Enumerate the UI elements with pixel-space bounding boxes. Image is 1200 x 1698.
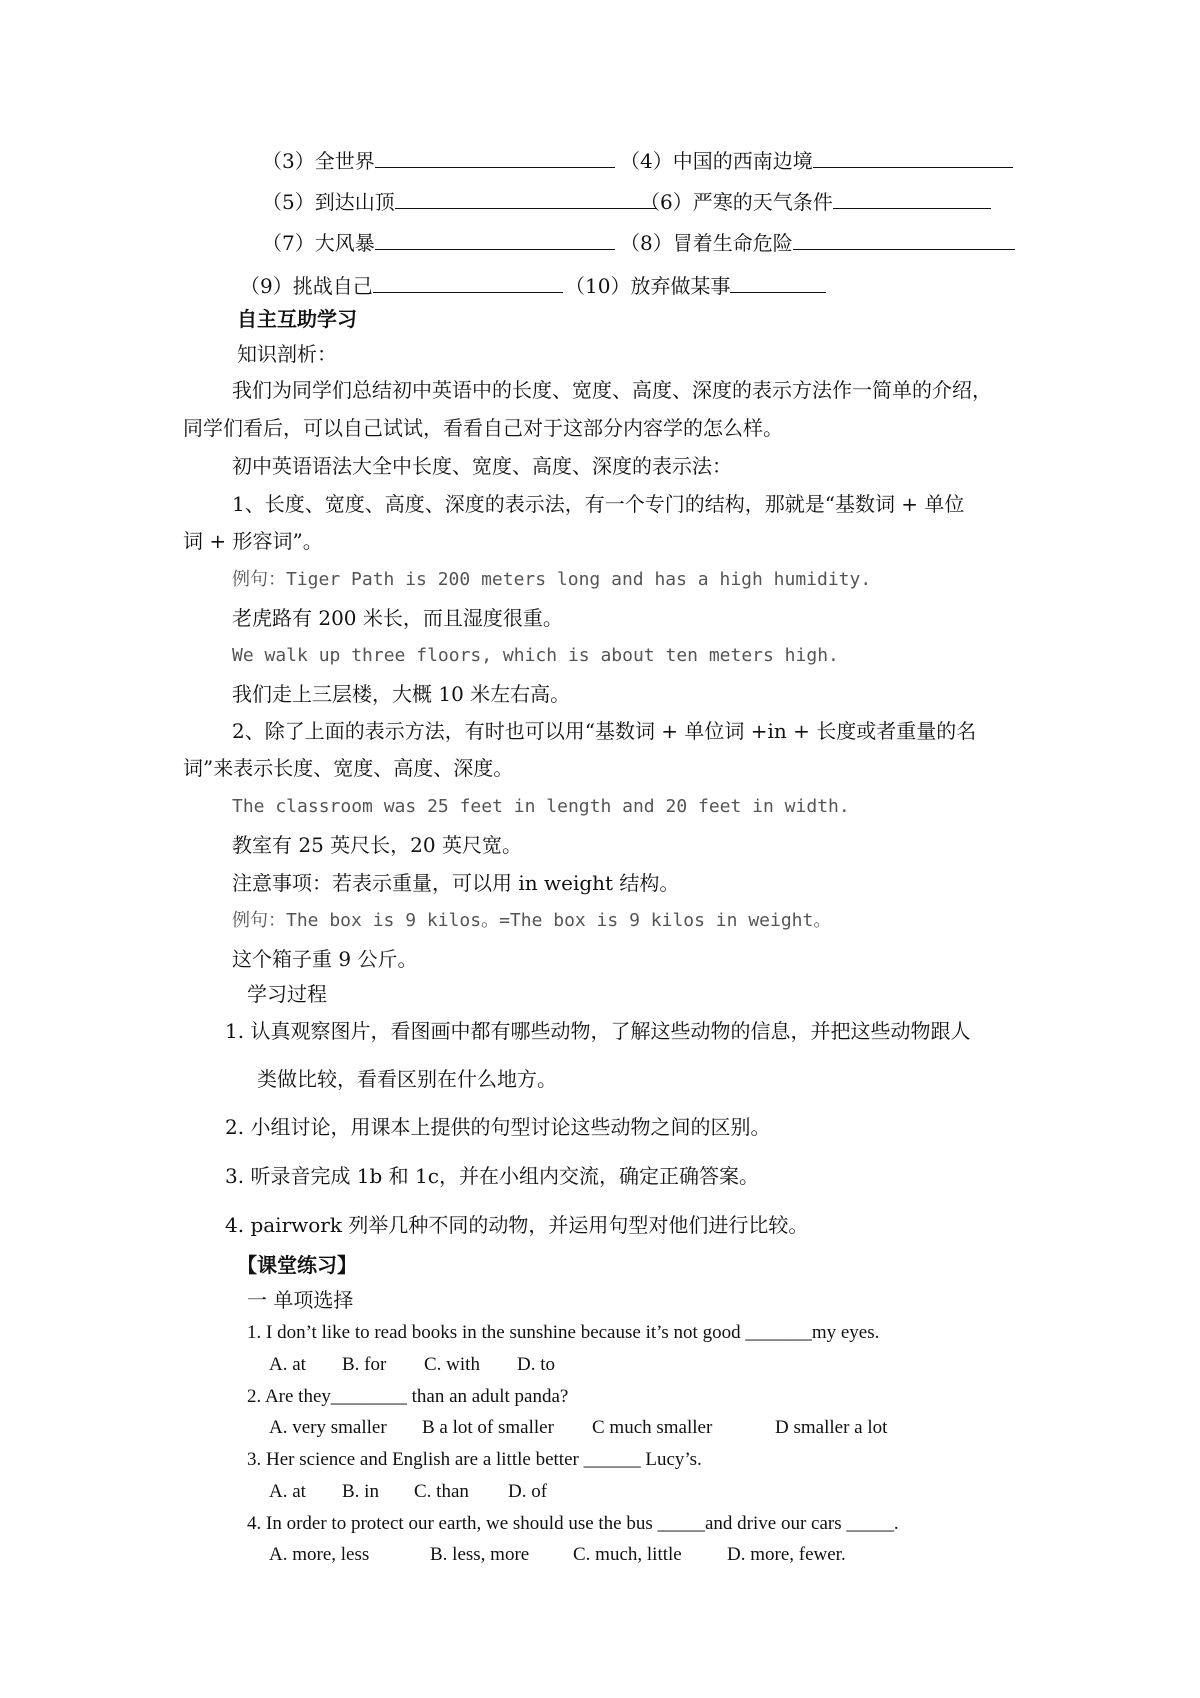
- vocab-label: （10）放弃做某事: [565, 274, 731, 298]
- vocab-label: （9）挑战自己: [240, 274, 373, 298]
- question: 1. I don’t like to read books in the sunshine because it’s not good _______my eyes.: [247, 1322, 880, 1343]
- section-title: 自主互助学习: [237, 307, 357, 331]
- option[interactable]: A. very smaller: [269, 1417, 387, 1438]
- answer-blank[interactable]: [730, 270, 826, 293]
- answer-blank[interactable]: [395, 186, 657, 209]
- vocab-item: [262, 145, 615, 176]
- vocab-label: （5）到达山顶: [262, 190, 395, 214]
- answer-blank[interactable]: [793, 227, 1015, 250]
- subheading: 知识剖析：: [237, 342, 337, 366]
- paragraph-line: 词”来表示长度、宽度、高度、深度。: [183, 756, 514, 780]
- vocab-item: [262, 186, 657, 217]
- example-sentence: 例句：The box is 9 kilos。=The box is 9 kilos in weight。: [232, 910, 832, 931]
- option[interactable]: D. of: [508, 1481, 548, 1502]
- paragraph-line: 2、除了上面的表示方法，有时也可以用“基数词 + 单位词 +in + 长度或者重量的名: [232, 719, 977, 743]
- example-sentence: 例句：Tiger Path is 200 meters long and has a high humidity.: [232, 569, 872, 590]
- answer-blank[interactable]: [813, 145, 1013, 168]
- process-step: 类做比较，看看区别在什么地方。: [257, 1067, 557, 1091]
- paragraph-line: 词 + 形容词”。: [183, 529, 323, 553]
- option[interactable]: B a lot of smaller: [422, 1417, 554, 1438]
- vocab-label: （6）严寒的天气条件: [640, 190, 833, 214]
- process-title: 学习过程: [247, 982, 327, 1006]
- vocab-item: [240, 270, 563, 301]
- vocab-item: [620, 227, 1015, 258]
- option[interactable]: C. much, little: [573, 1544, 682, 1565]
- example-sentence: We walk up three floors, which is about ten meters high.: [232, 645, 839, 666]
- note-line: 注意事项：若表示重量，可以用 in weight 结构。: [232, 871, 680, 895]
- question: 2. Are they________ than an adult panda?: [247, 1386, 569, 1407]
- practice-subtitle: 一 单项选择: [247, 1288, 354, 1312]
- vocab-item: [620, 145, 1013, 176]
- question: 3. Her science and English are a little better ______ Lucy’s.: [247, 1449, 702, 1470]
- option[interactable]: A. at: [269, 1354, 306, 1375]
- option[interactable]: D. more, fewer.: [727, 1544, 846, 1565]
- answer-blank[interactable]: [375, 227, 615, 250]
- option[interactable]: D smaller a lot: [775, 1417, 888, 1438]
- option[interactable]: C. with: [424, 1354, 480, 1375]
- practice-title: 【课堂练习】: [237, 1253, 357, 1277]
- option[interactable]: A. more, less: [269, 1544, 370, 1565]
- vocab-item: [640, 186, 991, 217]
- option[interactable]: B. in: [342, 1481, 379, 1502]
- answer-blank[interactable]: [833, 186, 991, 209]
- paragraph-line: 我们为同学们总结初中英语中的长度、宽度、高度、深度的表示方法作一简单的介绍，: [232, 378, 992, 402]
- option[interactable]: A. at: [269, 1481, 306, 1502]
- example-translation: 教室有 25 英尺长，20 英尺宽。: [232, 833, 522, 857]
- process-step: 4. pairwork 列举几种不同的动物，并运用句型对他们进行比较。: [225, 1213, 809, 1237]
- example-sentence: The classroom was 25 feet in length and 20 feet in width.: [232, 796, 850, 817]
- vocab-label: （3）全世界: [262, 149, 375, 173]
- answer-blank[interactable]: [375, 145, 615, 168]
- option[interactable]: C much smaller: [592, 1417, 713, 1438]
- example-translation: 我们走上三层楼，大概 10 米左右高。: [232, 682, 571, 706]
- option[interactable]: B. less, more: [430, 1544, 530, 1565]
- paragraph-line: 同学们看后，可以自己试试，看看自己对于这部分内容学的怎么样。: [183, 416, 783, 440]
- paragraph-line: 初中英语语法大全中长度、宽度、高度、深度的表示法：: [232, 454, 732, 478]
- process-step: 1. 认真观察图片，看图画中都有哪些动物，了解这些动物的信息，并把这些动物跟人: [225, 1019, 971, 1043]
- option[interactable]: C. than: [414, 1481, 469, 1502]
- option[interactable]: B. for: [342, 1354, 387, 1375]
- question: 4. In order to protect our earth, we should use the bus _____and drive our cars _____.: [247, 1513, 899, 1534]
- vocab-label: （8）冒着生命危险: [620, 231, 793, 255]
- option[interactable]: D. to: [517, 1354, 555, 1375]
- process-step: 3. 听录音完成 1b 和 1c，并在小组内交流，确定正确答案。: [225, 1164, 759, 1188]
- example-translation: 老虎路有 200 米长，而且湿度很重。: [232, 606, 563, 630]
- vocab-item: [262, 227, 615, 258]
- example-translation: 这个箱子重 9 公斤。: [232, 947, 418, 971]
- vocab-item: [565, 270, 826, 301]
- vocab-label: （4）中国的西南边境: [620, 149, 813, 173]
- answer-blank[interactable]: [373, 270, 563, 293]
- process-step: 2. 小组讨论，用课本上提供的句型讨论这些动物之间的区别。: [225, 1115, 771, 1139]
- paragraph-line: 1、长度、宽度、高度、深度的表示法，有一个专门的结构，那就是“基数词 + 单位: [232, 492, 965, 516]
- vocab-label: （7）大风暴: [262, 231, 375, 255]
